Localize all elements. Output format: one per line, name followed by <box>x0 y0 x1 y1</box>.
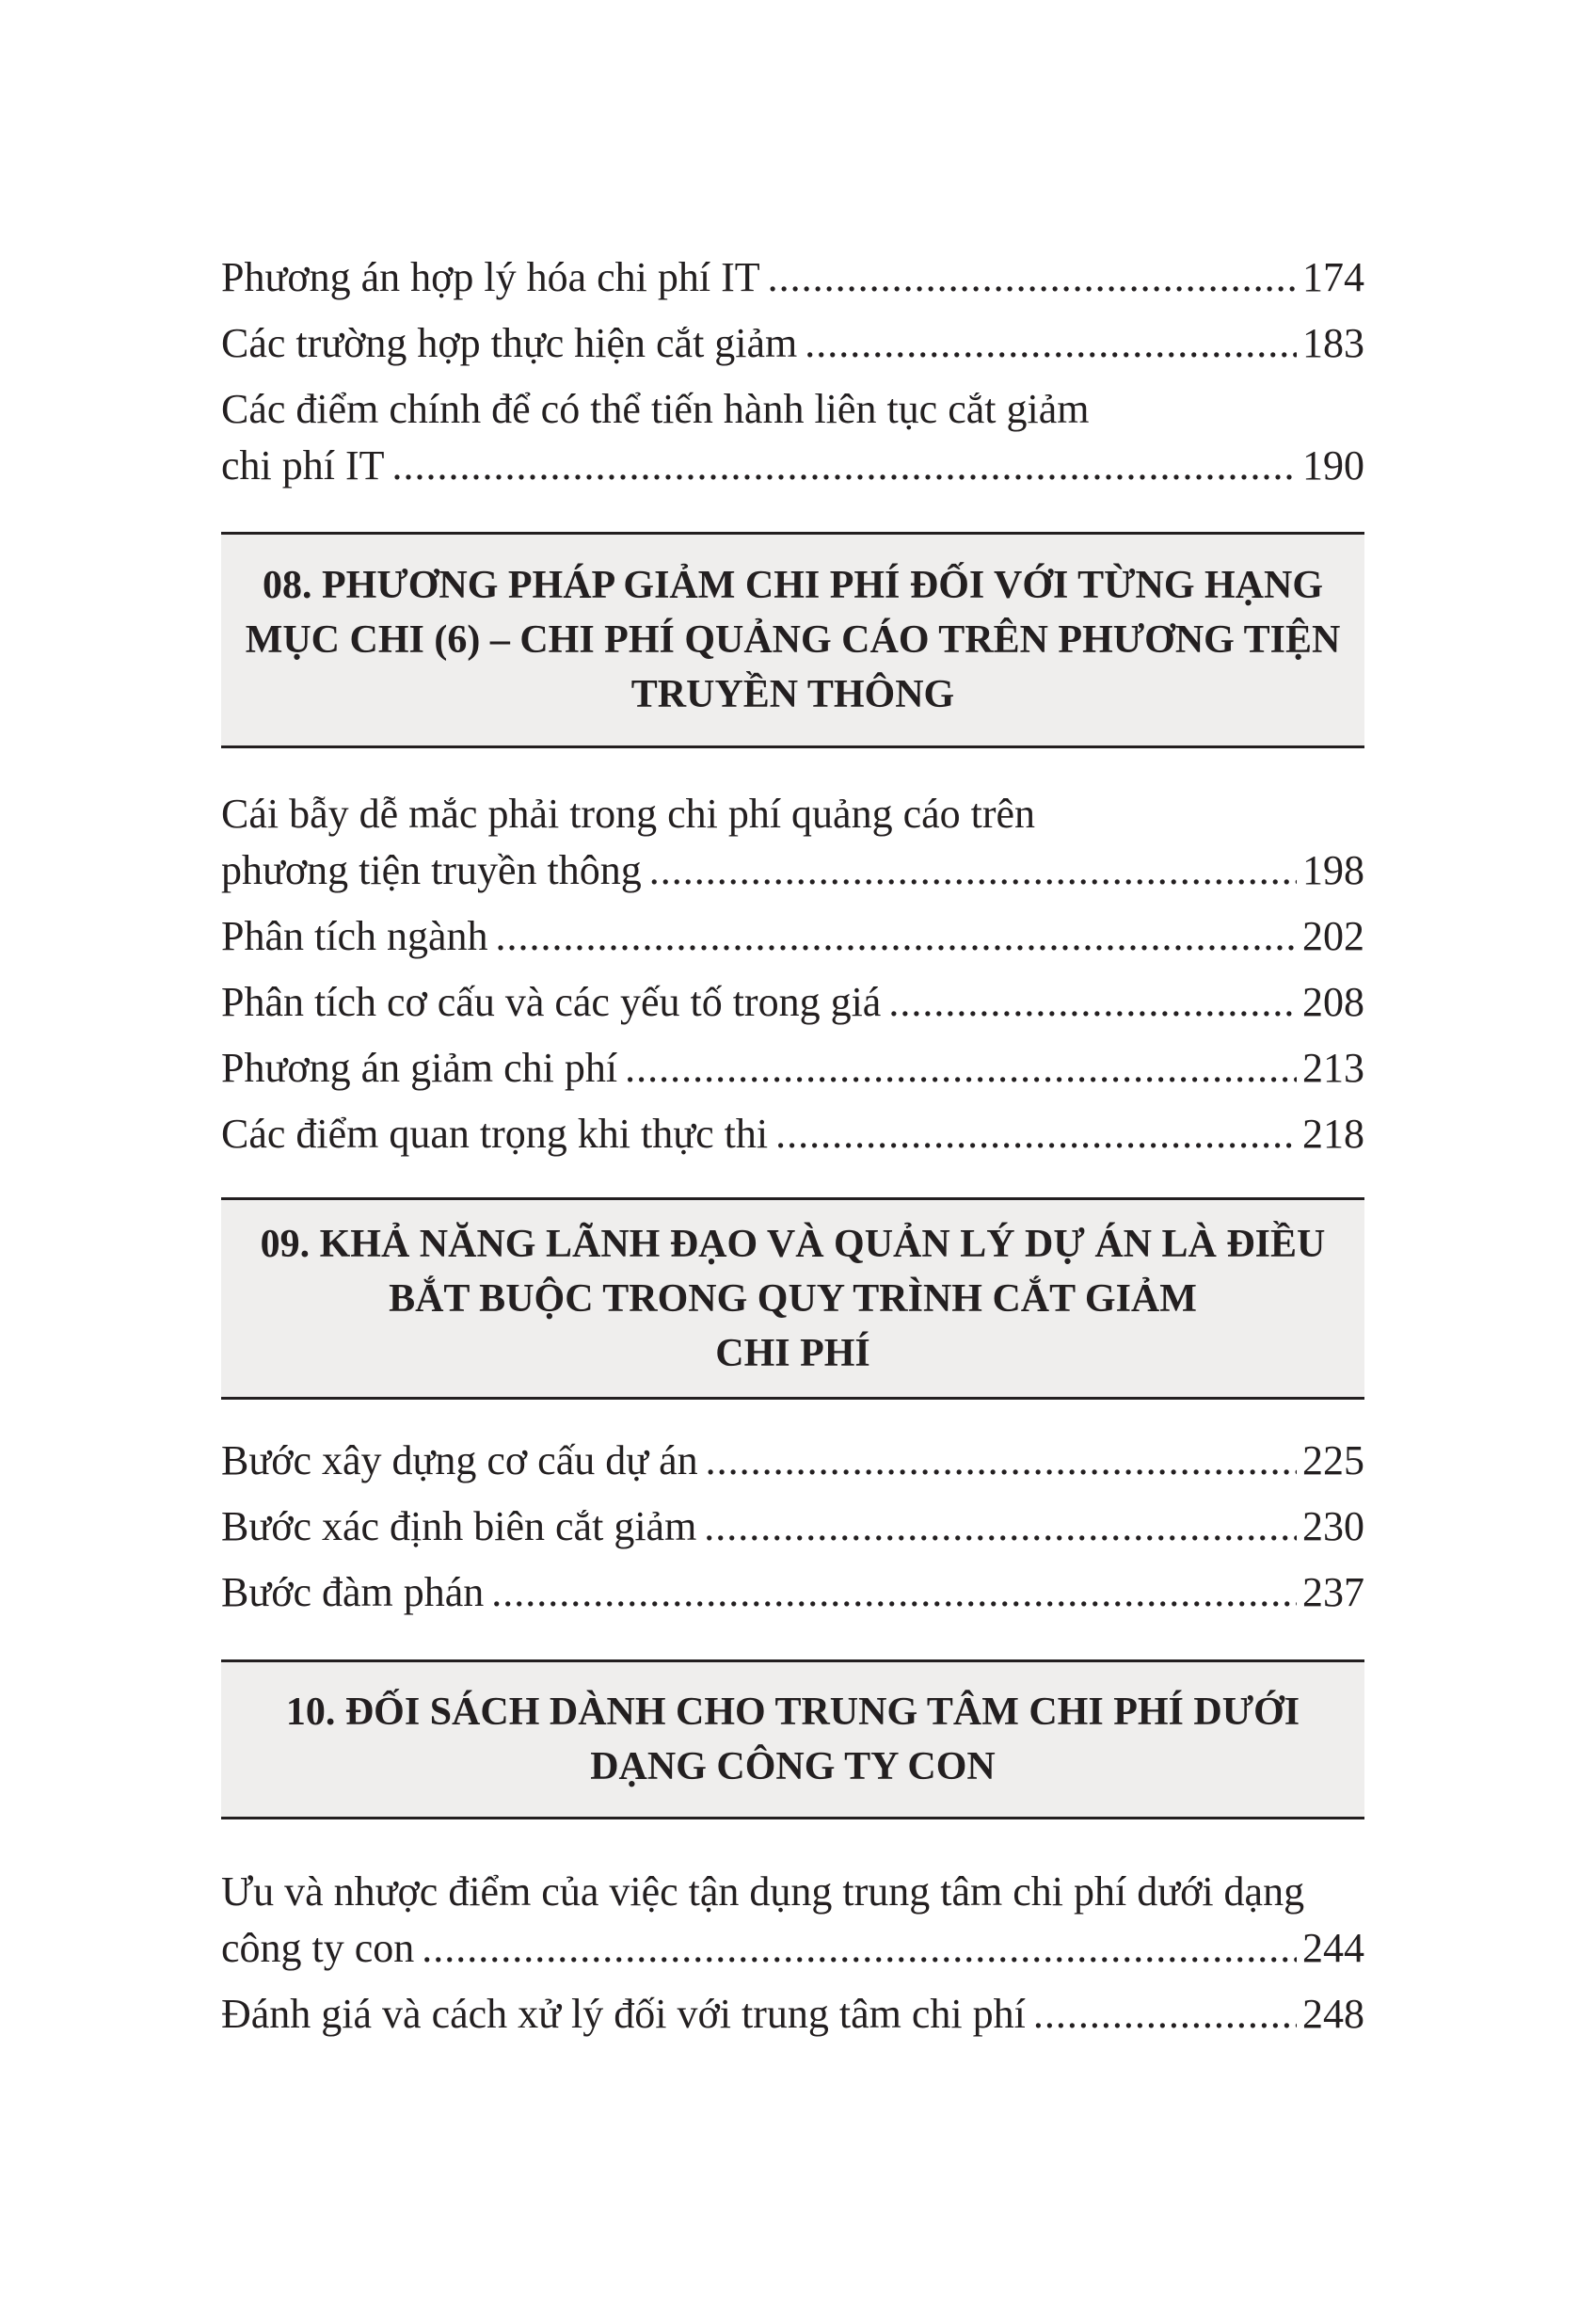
chapter-title <box>251 1217 1335 1381</box>
chapter-heading <box>221 1197 1364 1400</box>
chapter-title-line: DẠNG CÔNG TY CON <box>590 1745 996 1788</box>
toc-leader-dots <box>625 1040 1297 1097</box>
toc-leader-dots <box>768 249 1297 306</box>
toc-entry[interactable] <box>221 1040 1364 1097</box>
toc-entry-page: 213 <box>1302 1045 1364 1091</box>
toc-leader-dots <box>805 315 1297 372</box>
toc-entry[interactable] <box>221 974 1364 1031</box>
toc-entry-title: chi phí IT <box>221 442 385 489</box>
chapter-title-line: TRUYỀN THÔNG <box>630 673 955 716</box>
toc-entry-title: Phân tích ngành <box>221 913 488 959</box>
toc-leader-dots <box>888 974 1297 1031</box>
toc-entry[interactable] <box>221 249 1364 306</box>
toc-entry[interactable] <box>221 1986 1364 2043</box>
toc-leader-dots <box>706 1433 1297 1489</box>
toc-leader-dots <box>1033 1986 1297 2043</box>
toc-leader-dots <box>704 1499 1297 1555</box>
toc-entry[interactable] <box>221 1106 1364 1162</box>
toc-entry[interactable] <box>221 908 1364 965</box>
toc-entry-page: 237 <box>1302 1569 1364 1615</box>
chapter-title-line: 10. ĐỐI SÁCH DÀNH CHO TRUNG TÂM CHI PHÍ DƯỚI <box>285 1691 1300 1734</box>
toc-entry-title-line: Các điểm chính để có thể tiến hành liên tục cắt giảm <box>221 386 1090 432</box>
toc-entry-page: 208 <box>1302 979 1364 1025</box>
toc-entry-title-line: Ưu và nhược điểm của việc tận dụng trung tâm chi phí dưới dạng <box>221 1868 1305 1915</box>
toc-entry-page: 218 <box>1302 1111 1364 1157</box>
toc-leader-dots <box>422 1920 1297 1977</box>
toc-entry-page: 198 <box>1302 847 1364 893</box>
chapter-heading <box>221 532 1364 748</box>
toc-entry[interactable] <box>221 1433 1364 1489</box>
toc-entry-page: 225 <box>1302 1437 1364 1483</box>
chapter-title-line: MỤC CHI (6) – CHI PHÍ QUẢNG CÁO TRÊN PHƯƠNG TIỆN <box>245 618 1341 662</box>
toc-entry-title: công ty con <box>221 1925 415 1971</box>
toc-entry-title: Phương án giảm chi phí <box>221 1045 618 1091</box>
chapter-title-line: CHI PHÍ <box>715 1331 870 1375</box>
toc-entry-title: Đánh giá và cách xử lý đối với trung tâm chi phí <box>221 1991 1026 2037</box>
toc-entry-title: Bước xây dựng cơ cấu dự án <box>221 1437 698 1483</box>
toc-entry[interactable] <box>221 315 1364 372</box>
toc-entry[interactable] <box>221 1864 1364 1977</box>
toc-leader-dots <box>775 1106 1297 1162</box>
toc-entry-page: 230 <box>1302 1503 1364 1549</box>
toc-entry-page: 244 <box>1302 1925 1364 1971</box>
chapter-title-line: 08. PHƯƠNG PHÁP GIẢM CHI PHÍ ĐỐI VỚI TỪNG HẠNG <box>262 564 1324 607</box>
toc-entry-title: Phân tích cơ cấu và các yếu tố trong giá <box>221 979 882 1025</box>
toc-leader-dots <box>392 438 1297 494</box>
toc-entry-title-line: Cái bẫy dễ mắc phải trong chi phí quảng cáo trên <box>221 791 1036 837</box>
toc-entry[interactable] <box>221 1499 1364 1555</box>
toc-entry-title: Bước xác định biên cắt giảm <box>221 1503 697 1549</box>
toc-entry-title: Các điểm quan trọng khi thực thi <box>221 1111 769 1157</box>
chapter-title-line: BẮT BUỘC TRONG QUY TRÌNH CẮT GIẢM <box>389 1276 1197 1321</box>
chapter-title-line: 09. KHẢ NĂNG LÃNH ĐẠO VÀ QUẢN LÝ DỰ ÁN LÀ ĐIỀU <box>260 1222 1326 1266</box>
toc-leader-dots <box>491 1564 1297 1621</box>
toc-entry-title: Phương án hợp lý hóa chi phí IT <box>221 254 760 300</box>
toc-entry-title: phương tiện truyền thông <box>221 847 642 893</box>
toc-entry[interactable] <box>221 381 1364 494</box>
toc-entry-title: Bước đàm phán <box>221 1569 485 1615</box>
toc-entry-page: 174 <box>1302 254 1364 300</box>
toc-entry-page: 190 <box>1302 442 1364 489</box>
toc-entry[interactable] <box>221 1564 1364 1621</box>
toc-entry-page: 202 <box>1302 913 1364 959</box>
toc-entry-title: Các trường hợp thực hiện cắt giảm <box>221 320 798 366</box>
toc-leader-dots <box>496 908 1297 965</box>
toc-entry[interactable] <box>221 786 1364 899</box>
toc-leader-dots <box>649 842 1297 899</box>
chapter-heading <box>221 1659 1364 1819</box>
chapter-title <box>236 558 1350 722</box>
toc-entry-page: 183 <box>1302 320 1364 366</box>
toc-entry-page: 248 <box>1302 1991 1364 2037</box>
chapter-title <box>277 1685 1309 1794</box>
